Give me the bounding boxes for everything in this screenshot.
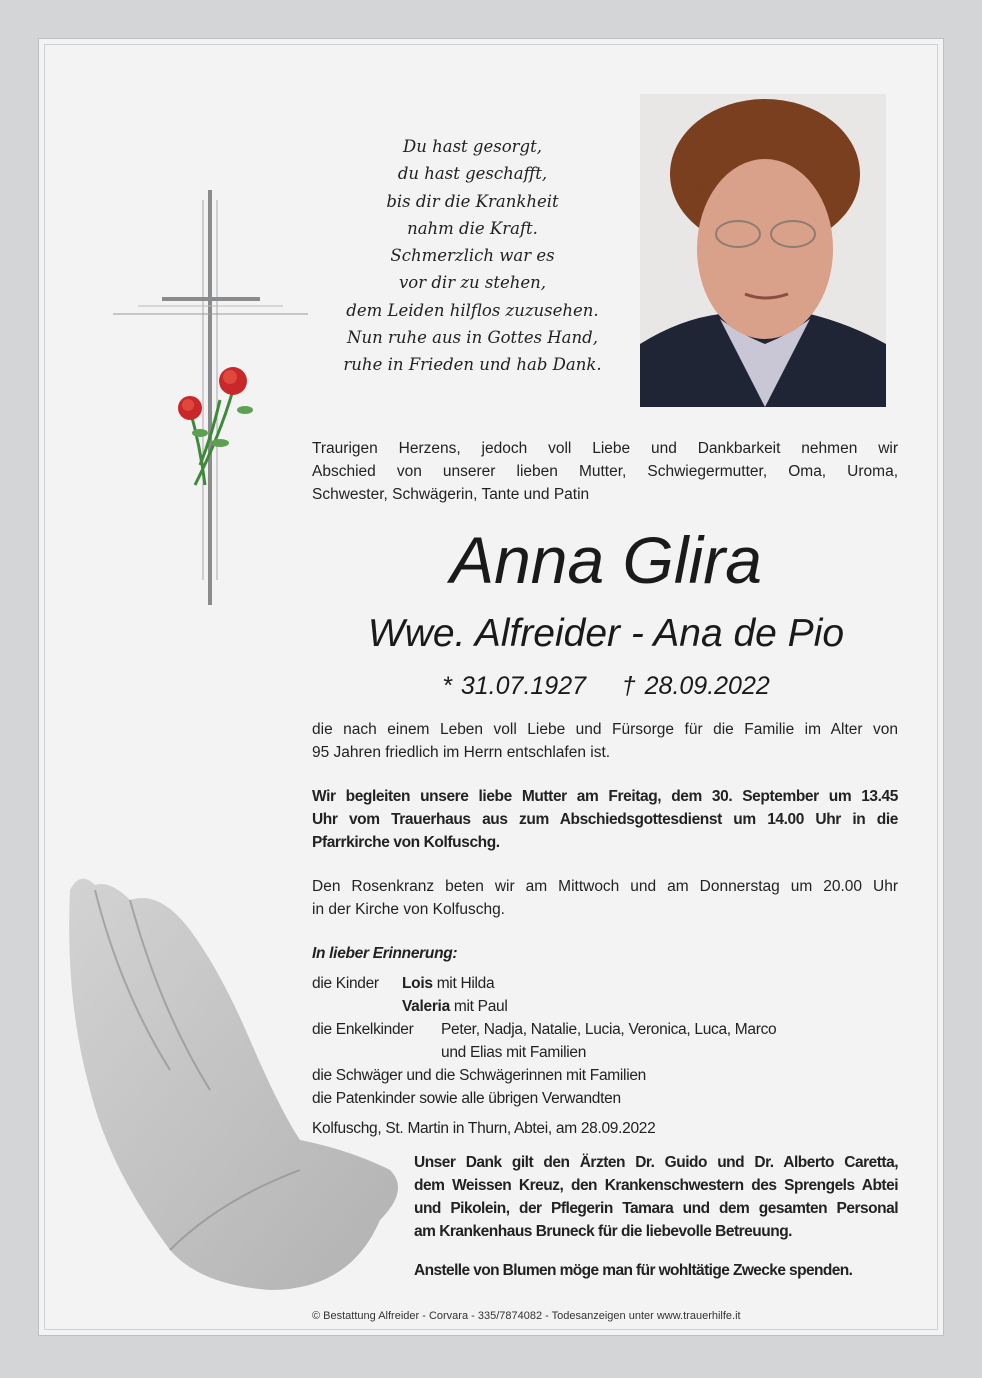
rosary-line: Den Rosenkranz beten wir am Mittwoch und am Donnerstag um 20.00 Uhr	[312, 878, 898, 895]
rosary-text	[312, 875, 898, 921]
footer-credit: © Bestattung Alfreider - Corvara - 335/7874082 - Todesanzeigen unter www.trauerhilfe.it	[312, 1310, 741, 1322]
intro-line: Schwester, Schwägerin, Tante und Patin	[312, 486, 590, 503]
godchildren-line: die Patenkinder sowie alle übrigen Verwandten	[312, 1090, 621, 1107]
intro-line: Abschied von unserer lieben Mutter, Schwiegermutter, Oma, Uroma,	[312, 463, 898, 480]
flowers-note: Anstelle von Blumen möge man für wohltätige Zwecke spenden.	[414, 1262, 853, 1279]
birth-date: * 31.07.1927	[442, 672, 586, 700]
poem-line: Nun ruhe aus in Gottes Hand,	[347, 328, 598, 348]
place-date: Kolfuschg, St. Martin in Thurn, Abtei, am 28.09.2022	[312, 1120, 656, 1137]
grandchildren-names: Peter, Nadja, Natalie, Lucia, Veronica, Luca, Marco	[441, 1021, 777, 1038]
life-dates	[312, 672, 900, 701]
child-name: Valeria	[402, 998, 450, 1015]
thanks-line: dem Weissen Kreuz, den Krankenschwestern des Sprengels Abtei	[414, 1177, 898, 1194]
poem-line: nahm die Kraft.	[407, 218, 538, 238]
poem-line: Schmerzlich war es	[390, 246, 555, 266]
deceased-name: Anna Glira	[450, 523, 762, 597]
poem-line: vor dir zu stehen,	[398, 273, 547, 293]
poem-line: Du hast gesorgt,	[403, 137, 542, 156]
inlaws-line: die Schwäger und die Schwägerinnen mit Familien	[312, 1067, 646, 1084]
poem-line: du hast geschafft,	[397, 164, 548, 184]
funeral-line: Wir begleiten unsere liebe Mutter am Freitag, dem 30. September um 13.45	[312, 788, 898, 805]
grandchildren-label: die Enkelkinder	[312, 1021, 414, 1038]
funeral-text	[312, 785, 898, 854]
thanks-line: Unser Dank gilt den Ärzten Dr. Guido und Dr. Alberto Caretta,	[414, 1154, 898, 1171]
thanks-line: und Pikolein, der Pflegerin Tamara und dem gesamten Personal	[414, 1200, 898, 1217]
portrait-photo	[640, 94, 886, 407]
memory-heading: In lieber Erinnerung:	[312, 945, 458, 962]
poem-line: dem Leiden hilflos zuzusehen.	[346, 300, 599, 320]
memory-section	[312, 942, 898, 1140]
passing-text	[312, 718, 898, 764]
funeral-line: Pfarrkirche von Kolfuschg.	[312, 834, 500, 851]
passing-line: die nach einem Leben voll Liebe und Fürsorge für die Familie im Alter von	[312, 721, 898, 738]
thanks-text	[414, 1151, 898, 1243]
funeral-line: Uhr vom Trauerhaus aus zum Abschiedsgottesdienst um 14.00 Uhr in die	[312, 811, 898, 828]
death-date: † 28.09.2022	[621, 672, 770, 700]
cross-with-roses-icon	[100, 185, 320, 610]
child-partner: mit Hilda	[436, 975, 495, 992]
intro-line: Traurigen Herzens, jedoch voll Liebe und Dankbarkeit nehmen wir	[312, 440, 898, 457]
intro-text	[312, 437, 898, 506]
child-partner: mit Paul	[453, 998, 508, 1015]
rosary-line: in der Kirche von Kolfuschg.	[312, 901, 505, 918]
grandchildren-names: und Elias mit Familien	[441, 1044, 587, 1061]
poem-line: ruhe in Frieden und hab Dank.	[343, 355, 602, 375]
poem-line: bis dir die Krankheit	[386, 191, 559, 211]
poem	[300, 133, 645, 379]
passing-line: 95 Jahren friedlich im Herrn entschlafen ist.	[312, 744, 611, 761]
children-label: die Kinder	[312, 975, 379, 992]
child-name: Lois	[402, 975, 433, 992]
thanks-line: am Krankenhaus Bruneck für die liebevolle Betreuung.	[414, 1223, 792, 1240]
deceased-subtitle: Wwe. Alfreider - Ana de Pio	[367, 612, 845, 655]
